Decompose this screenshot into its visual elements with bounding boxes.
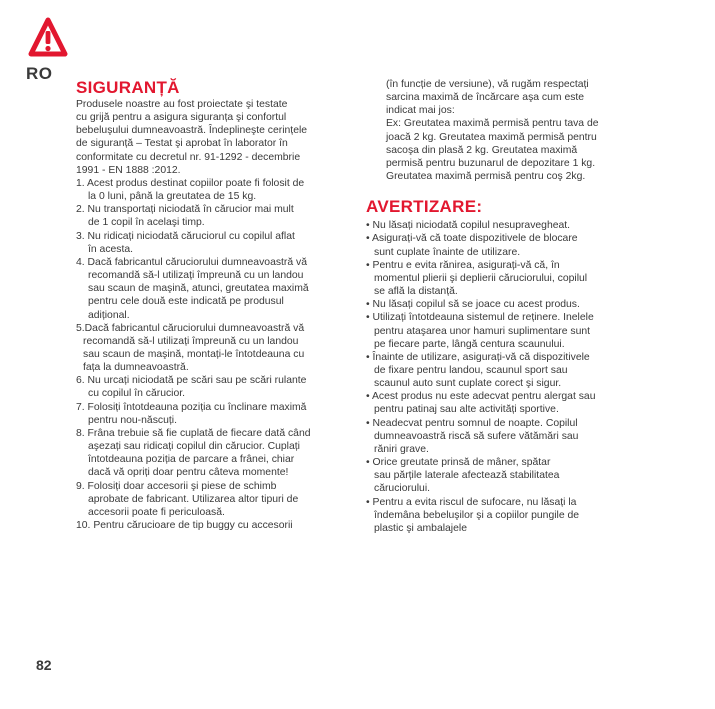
warning-item: • Pentru a evita riscul de sufocare, nu lăsați la îndemâna bebeluşilor şi a copiilor pungile de plastic şi ambalajele [366, 496, 580, 534]
safety-item: 4. Dacă fabricantul căruciorului dumneavoastră vă recomandă să-l utilizați împreună cu un landou sau scaun de maşină, atunci, greutatea maximă pentru cele două este indicată pe produsul adițional. [76, 256, 309, 321]
safety-item: 5.Dacă fabricantul căruciorului dumneavoastră vă recomandă să-l utilizați împreună cu un landou sau scaun de maşină, montați-le întotdeauna cu fața la dumneavoastră. [76, 322, 305, 374]
safety-item: 8. Frâna trebuie să fie cuplată de fiecare dată când aşezați sau ridicați copilul din cărucior. Cuplați întotdeauna poziția de parcare a frânei, chiar dacă vă opriți doar pentru câteva momente! [76, 427, 311, 479]
warning-item: • Asigurați-vă că toate dispozitivele de blocare sunt cuplate înainte de utilizare. [366, 233, 578, 258]
warning-item: • Nu lăsați copilul să se joace cu acest produs. [366, 299, 580, 311]
warning-item: • Orice greutate prinsă de mâner, spătar sau părțile laterale afectează stabilitatea căruciorului. [366, 457, 560, 495]
safety-title: SIGURANȚĂ [76, 78, 180, 97]
safety-item-continuation: (în funcție de versiune), vă rugăm respectați sarcina maximă de încărcare aşa cum este indicat mai jos: Ex: Greutatea maximă permisă pentru tava de joacă 2 kg. Greutatea maximă permisă pentru sacoşa din plasă 2 kg. Greutatea maximă permisă pentru buzunarul de depozitare 1 kg. Greutatea maximă permisă pentru coş 2kg. [386, 79, 599, 183]
left-column [76, 78, 346, 532]
safety-item: 1. Acest produs destinat copiilor poate fi folosit de la 0 luni, până la greutatea de 15 kg. [76, 177, 305, 203]
warning-item: • Nu lăsați niciodată copilul nesupravegheat. [366, 220, 571, 232]
page-number: 82 [36, 657, 52, 673]
safety-item: 6. Nu urcați niciodată pe scări sau pe scări rulante cu copilul în cărucior. [76, 375, 307, 400]
warning-item: • Pentru e evita rănirea, asigurați-vă că, în momentul plierii şi deplierii căruciorului, copilul se află la distanță. [366, 259, 588, 298]
warning-title: AVERTIZARE: [366, 197, 483, 217]
warning-item: • Înainte de utilizare, asigurați-vă că dispozitivele de fixare pentru landou, scaunul sport sau scaunul auto sunt cuplate corect şi sigur. [366, 351, 590, 390]
safety-item: 2. Nu transportați niciodată în cărucior mai mult de 1 copil în acelaşi timp. [76, 204, 294, 229]
safety-intro: Produsele noastre au fost proiectate şi testate cu grijă pentru a asigura siguranța şi confortul bebeluşului dumneavoastră. Îndeplineşte cerințele de siguranță – Testat şi aprobat în laborator în conformitate cu decretul nr. 91-1292 - decembrie 1991 - EN 1888 :2012. [76, 99, 308, 176]
warning-triangle-icon [28, 16, 68, 62]
warning-item: • Acest produs nu este adecvat pentru alergat sau pentru patinaj sau alte activități sportive. [366, 391, 596, 416]
safety-item: 9. Folosiți doar accesorii şi piese de schimb aprobate de fabricant. Utilizarea altor tipuri de accesorii poate fi periculoasă. [76, 480, 299, 518]
safety-item: 10. Pentru cărucioare de tip buggy cu accesorii [76, 520, 293, 531]
language-code: RO [26, 64, 53, 83]
right-column [366, 78, 636, 535]
warning-item: • Neadecvat pentru somnul de noapte. Copilul dumneavoastră riscă să sufere vătămări sau răniri grave. [366, 417, 579, 455]
warning-item: • Utilizați întotdeauna sistemul de reținere. Inelele pentru ataşarea unor hamuri suplimentare sunt pe fiecare parte, lângă centura scaunului. [366, 312, 594, 350]
safety-item: 7. Folosiți întotdeauna poziția cu înclinare maximă pentru nou-născuți. [76, 401, 307, 426]
safety-item: 3. Nu ridicați niciodată căruciorul cu copilul aflat în acesta. [76, 230, 295, 255]
